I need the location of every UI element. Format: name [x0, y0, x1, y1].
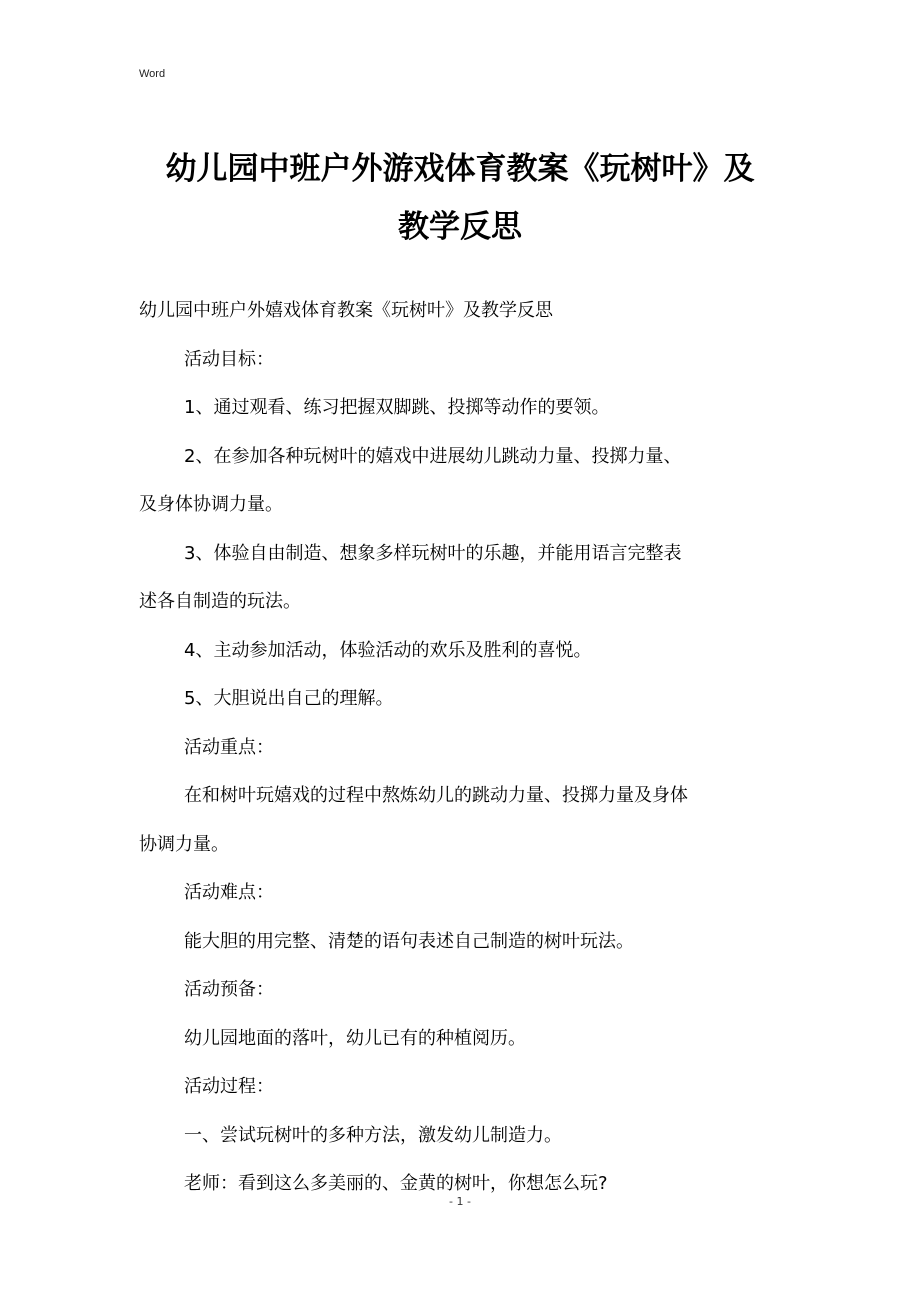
- document-header-label: Word: [139, 68, 166, 80]
- section-heading-difficulties: 活动难点：: [184, 882, 274, 903]
- goal-item-5: 5、大胆说出自己的理解。: [184, 688, 394, 709]
- goal-item-3: [139, 530, 789, 627]
- title-line-1: 幼儿园中班户外游戏体育教案《玩树叶》及: [165, 151, 755, 187]
- section-heading-process: 活动过程：: [184, 1076, 274, 1097]
- page-number: - 1 -: [449, 1195, 471, 1208]
- key-points-text: [139, 772, 789, 869]
- section-heading-goals: 活动目标：: [184, 348, 274, 370]
- teacher-dialogue: 老师：看到这么多美丽的、金黄的树叶，你想怎么玩?: [184, 1173, 608, 1194]
- section-heading-key-points: 活动重点：: [184, 736, 274, 758]
- preparation-text: 幼儿园地面的落叶，幼儿已有的种植阅历。: [184, 1027, 526, 1049]
- goal-item-2-line-2: 及身体协调力量。: [139, 494, 283, 515]
- process-step-1: 一、尝试玩树叶的多种方法，激发幼儿制造力。: [184, 1124, 562, 1146]
- goal-item-3-line-2: 述各自制造的玩法。: [139, 591, 301, 612]
- subtitle-paragraph: 幼儿园中班户外嬉戏体育教案《玩树叶》及教学反思: [139, 300, 553, 321]
- goal-item-2: [139, 433, 789, 530]
- key-points-line-1: 在和树叶玩嬉戏的过程中熬炼幼儿的跳动力量、投掷力量及身体: [184, 785, 688, 806]
- title-line-2: 教学反思: [398, 209, 522, 245]
- goal-item-3-line-1: 3、体验自由制造、想象多样玩树叶的乐趣，并能用语言完整表: [184, 542, 682, 564]
- section-heading-preparation: 活动预备：: [184, 979, 274, 1000]
- document-body: [139, 287, 789, 1209]
- key-points-line-2: 协调力量。: [139, 833, 229, 855]
- goal-item-1: 1、通过观看、练习把握双脚跳、投掷等动作的要领。: [184, 397, 610, 418]
- document-title: [120, 140, 800, 256]
- goal-item-2-line-1: 2、在参加各种玩树叶的嬉戏中进展幼儿跳动力量、投掷力量、: [184, 445, 682, 467]
- difficulties-text: 能大胆的用完整、清楚的语句表述自己制造的树叶玩法。: [184, 930, 634, 952]
- goal-item-4: 4、主动参加活动，体验活动的欢乐及胜利的喜悦。: [184, 639, 592, 661]
